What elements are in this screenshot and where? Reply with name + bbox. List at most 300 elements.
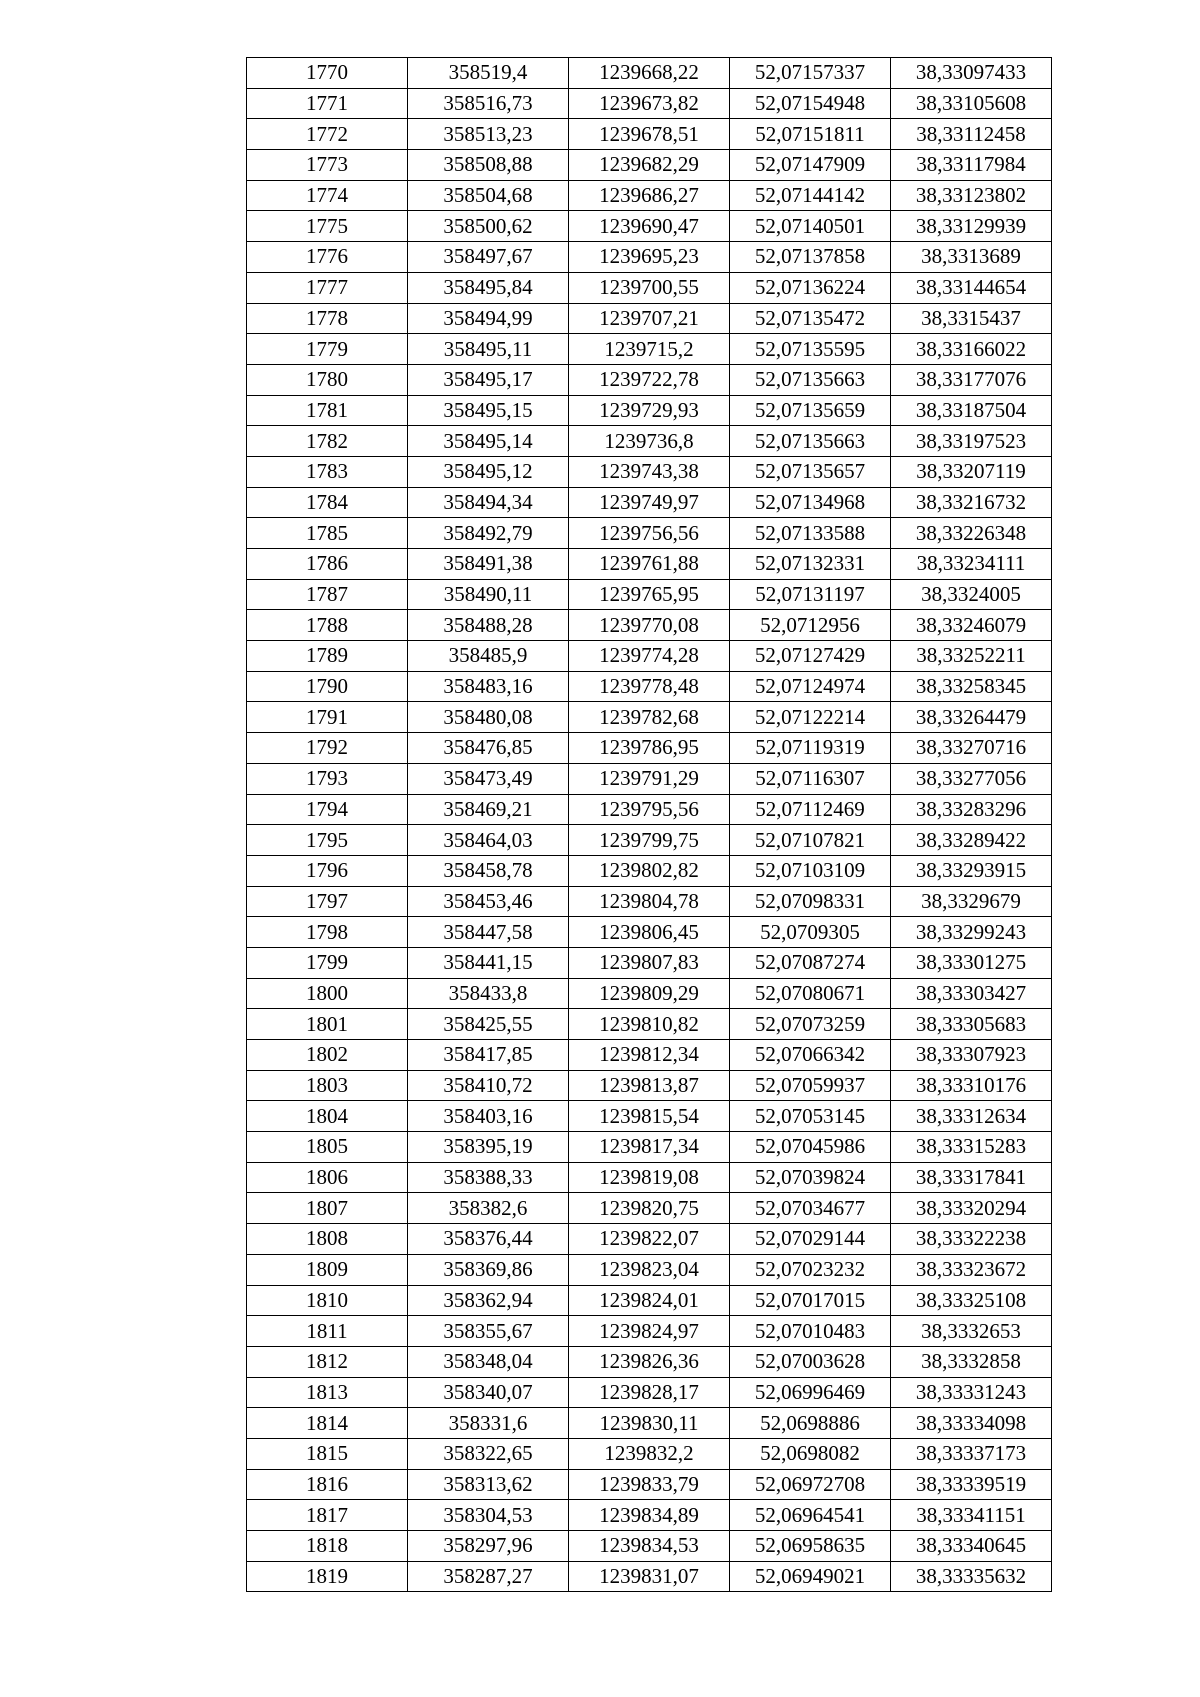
point-number-cell: 1784 (247, 487, 408, 518)
latitude-cell: 52,07147909 (730, 150, 891, 181)
table-row (247, 763, 1052, 794)
y-coordinate-cell: 1239823,04 (569, 1254, 730, 1285)
point-number-cell: 1802 (247, 1040, 408, 1071)
latitude-cell: 52,07144142 (730, 180, 891, 211)
longitude-cell: 38,33315283 (891, 1132, 1052, 1163)
table-row (247, 1254, 1052, 1285)
latitude-cell: 52,06996469 (730, 1377, 891, 1408)
longitude-cell: 38,33320294 (891, 1193, 1052, 1224)
point-number-cell: 1790 (247, 671, 408, 702)
point-number-cell: 1777 (247, 272, 408, 303)
x-coordinate-cell: 358403,16 (408, 1101, 569, 1132)
y-coordinate-cell: 1239743,38 (569, 456, 730, 487)
longitude-cell: 38,3324005 (891, 579, 1052, 610)
point-number-cell: 1774 (247, 180, 408, 211)
x-coordinate-cell: 358490,11 (408, 579, 569, 610)
longitude-cell: 38,33340645 (891, 1531, 1052, 1562)
longitude-cell: 38,33339519 (891, 1469, 1052, 1500)
longitude-cell: 38,33307923 (891, 1040, 1052, 1071)
y-coordinate-cell: 1239782,68 (569, 702, 730, 733)
latitude-cell: 52,07010483 (730, 1316, 891, 1347)
x-coordinate-cell: 358464,03 (408, 825, 569, 856)
latitude-cell: 52,07134968 (730, 487, 891, 518)
latitude-cell: 52,07116307 (730, 763, 891, 794)
longitude-cell: 38,33335632 (891, 1561, 1052, 1592)
x-coordinate-cell: 358410,72 (408, 1070, 569, 1101)
latitude-cell: 52,07137858 (730, 242, 891, 273)
table-row (247, 1009, 1052, 1040)
y-coordinate-cell: 1239810,82 (569, 1009, 730, 1040)
y-coordinate-cell: 1239678,51 (569, 119, 730, 150)
point-number-cell: 1813 (247, 1377, 408, 1408)
latitude-cell: 52,0709305 (730, 917, 891, 948)
latitude-cell: 52,07034677 (730, 1193, 891, 1224)
table-row (247, 58, 1052, 89)
longitude-cell: 38,33166022 (891, 334, 1052, 365)
table-row (247, 364, 1052, 395)
x-coordinate-cell: 358488,28 (408, 610, 569, 641)
table-row (247, 1469, 1052, 1500)
longitude-cell: 38,33270716 (891, 733, 1052, 764)
table-row (247, 1346, 1052, 1377)
y-coordinate-cell: 1239774,28 (569, 641, 730, 672)
point-number-cell: 1797 (247, 886, 408, 917)
x-coordinate-cell: 358495,15 (408, 395, 569, 426)
x-coordinate-cell: 358297,96 (408, 1531, 569, 1562)
point-number-cell: 1818 (247, 1531, 408, 1562)
table-row (247, 1101, 1052, 1132)
y-coordinate-cell: 1239761,88 (569, 549, 730, 580)
latitude-cell: 52,07132331 (730, 549, 891, 580)
x-coordinate-cell: 358469,21 (408, 794, 569, 825)
point-number-cell: 1814 (247, 1408, 408, 1439)
point-number-cell: 1783 (247, 456, 408, 487)
x-coordinate-cell: 358494,34 (408, 487, 569, 518)
table-row (247, 1193, 1052, 1224)
x-coordinate-cell: 358287,27 (408, 1561, 569, 1592)
point-number-cell: 1773 (247, 150, 408, 181)
longitude-cell: 38,33246079 (891, 610, 1052, 641)
longitude-cell: 38,33264479 (891, 702, 1052, 733)
latitude-cell: 52,07059937 (730, 1070, 891, 1101)
longitude-cell: 38,33301275 (891, 947, 1052, 978)
y-coordinate-cell: 1239824,97 (569, 1316, 730, 1347)
y-coordinate-cell: 1239715,2 (569, 334, 730, 365)
point-number-cell: 1786 (247, 549, 408, 580)
y-coordinate-cell: 1239812,34 (569, 1040, 730, 1071)
longitude-cell: 38,33317841 (891, 1162, 1052, 1193)
latitude-cell: 52,06958635 (730, 1531, 891, 1562)
longitude-cell: 38,3315437 (891, 303, 1052, 334)
latitude-cell: 52,0712956 (730, 610, 891, 641)
latitude-cell: 52,07135472 (730, 303, 891, 334)
table-row (247, 88, 1052, 119)
longitude-cell: 38,3313689 (891, 242, 1052, 273)
table-row (247, 119, 1052, 150)
latitude-cell: 52,07133588 (730, 518, 891, 549)
latitude-cell: 52,07045986 (730, 1132, 891, 1163)
x-coordinate-cell: 358313,62 (408, 1469, 569, 1500)
latitude-cell: 52,07136224 (730, 272, 891, 303)
x-coordinate-cell: 358476,85 (408, 733, 569, 764)
x-coordinate-cell: 358453,46 (408, 886, 569, 917)
point-number-cell: 1794 (247, 794, 408, 825)
y-coordinate-cell: 1239700,55 (569, 272, 730, 303)
x-coordinate-cell: 358331,6 (408, 1408, 569, 1439)
longitude-cell: 38,33337173 (891, 1438, 1052, 1469)
coordinates-table-body (247, 58, 1052, 1592)
latitude-cell: 52,07131197 (730, 579, 891, 610)
point-number-cell: 1781 (247, 395, 408, 426)
y-coordinate-cell: 1239707,21 (569, 303, 730, 334)
x-coordinate-cell: 358473,49 (408, 763, 569, 794)
y-coordinate-cell: 1239722,78 (569, 364, 730, 395)
y-coordinate-cell: 1239807,83 (569, 947, 730, 978)
x-coordinate-cell: 358495,12 (408, 456, 569, 487)
latitude-cell: 52,07157337 (730, 58, 891, 89)
point-number-cell: 1807 (247, 1193, 408, 1224)
table-row (247, 1162, 1052, 1193)
point-number-cell: 1775 (247, 211, 408, 242)
table-row (247, 272, 1052, 303)
table-row (247, 242, 1052, 273)
table-row (247, 610, 1052, 641)
y-coordinate-cell: 1239822,07 (569, 1224, 730, 1255)
point-number-cell: 1791 (247, 702, 408, 733)
table-row (247, 794, 1052, 825)
y-coordinate-cell: 1239833,79 (569, 1469, 730, 1500)
y-coordinate-cell: 1239815,54 (569, 1101, 730, 1132)
x-coordinate-cell: 358492,79 (408, 518, 569, 549)
y-coordinate-cell: 1239809,29 (569, 978, 730, 1009)
y-coordinate-cell: 1239806,45 (569, 917, 730, 948)
longitude-cell: 38,33299243 (891, 917, 1052, 948)
x-coordinate-cell: 358425,55 (408, 1009, 569, 1040)
x-coordinate-cell: 358417,85 (408, 1040, 569, 1071)
point-number-cell: 1787 (247, 579, 408, 610)
latitude-cell: 52,07124974 (730, 671, 891, 702)
latitude-cell: 52,07122214 (730, 702, 891, 733)
latitude-cell: 52,0698082 (730, 1438, 891, 1469)
longitude-cell: 38,33322238 (891, 1224, 1052, 1255)
latitude-cell: 52,07135663 (730, 426, 891, 457)
longitude-cell: 38,33305683 (891, 1009, 1052, 1040)
latitude-cell: 52,07135663 (730, 364, 891, 395)
y-coordinate-cell: 1239799,75 (569, 825, 730, 856)
y-coordinate-cell: 1239690,47 (569, 211, 730, 242)
table-row (247, 395, 1052, 426)
latitude-cell: 52,07112469 (730, 794, 891, 825)
point-number-cell: 1800 (247, 978, 408, 1009)
longitude-cell: 38,33097433 (891, 58, 1052, 89)
table-row (247, 641, 1052, 672)
y-coordinate-cell: 1239695,23 (569, 242, 730, 273)
table-row (247, 1132, 1052, 1163)
point-number-cell: 1812 (247, 1346, 408, 1377)
x-coordinate-cell: 358494,99 (408, 303, 569, 334)
longitude-cell: 38,33177076 (891, 364, 1052, 395)
longitude-cell: 38,33234111 (891, 549, 1052, 580)
latitude-cell: 52,07098331 (730, 886, 891, 917)
x-coordinate-cell: 358519,4 (408, 58, 569, 89)
longitude-cell: 38,33310176 (891, 1070, 1052, 1101)
x-coordinate-cell: 358355,67 (408, 1316, 569, 1347)
latitude-cell: 52,07080671 (730, 978, 891, 1009)
longitude-cell: 38,33117984 (891, 150, 1052, 181)
x-coordinate-cell: 358348,04 (408, 1346, 569, 1377)
longitude-cell: 38,33105608 (891, 88, 1052, 119)
x-coordinate-cell: 358504,68 (408, 180, 569, 211)
x-coordinate-cell: 358362,94 (408, 1285, 569, 1316)
point-number-cell: 1771 (247, 88, 408, 119)
longitude-cell: 38,33258345 (891, 671, 1052, 702)
latitude-cell: 52,07066342 (730, 1040, 891, 1071)
x-coordinate-cell: 358433,8 (408, 978, 569, 1009)
longitude-cell: 38,33341151 (891, 1500, 1052, 1531)
longitude-cell: 38,33277056 (891, 763, 1052, 794)
table-row (247, 1408, 1052, 1439)
longitude-cell: 38,33112458 (891, 119, 1052, 150)
latitude-cell: 52,07135659 (730, 395, 891, 426)
x-coordinate-cell: 358483,16 (408, 671, 569, 702)
longitude-cell: 38,33129939 (891, 211, 1052, 242)
table-row (247, 917, 1052, 948)
table-row (247, 1377, 1052, 1408)
latitude-cell: 52,07127429 (730, 641, 891, 672)
table-row (247, 1316, 1052, 1347)
longitude-cell: 38,3332653 (891, 1316, 1052, 1347)
table-row (247, 886, 1052, 917)
point-number-cell: 1816 (247, 1469, 408, 1500)
x-coordinate-cell: 358458,78 (408, 855, 569, 886)
table-row (247, 733, 1052, 764)
latitude-cell: 52,07103109 (730, 855, 891, 886)
table-row (247, 702, 1052, 733)
y-coordinate-cell: 1239813,87 (569, 1070, 730, 1101)
point-number-cell: 1782 (247, 426, 408, 457)
table-row (247, 1438, 1052, 1469)
table-row (247, 671, 1052, 702)
latitude-cell: 52,07140501 (730, 211, 891, 242)
table-row (247, 1224, 1052, 1255)
longitude-cell: 38,3332858 (891, 1346, 1052, 1377)
table-row (247, 855, 1052, 886)
y-coordinate-cell: 1239804,78 (569, 886, 730, 917)
latitude-cell: 52,07087274 (730, 947, 891, 978)
y-coordinate-cell: 1239831,07 (569, 1561, 730, 1592)
y-coordinate-cell: 1239802,82 (569, 855, 730, 886)
y-coordinate-cell: 1239673,82 (569, 88, 730, 119)
point-number-cell: 1805 (247, 1132, 408, 1163)
table-row (247, 180, 1052, 211)
x-coordinate-cell: 358485,9 (408, 641, 569, 672)
longitude-cell: 38,33323672 (891, 1254, 1052, 1285)
point-number-cell: 1803 (247, 1070, 408, 1101)
longitude-cell: 38,33283296 (891, 794, 1052, 825)
latitude-cell: 52,07003628 (730, 1346, 891, 1377)
y-coordinate-cell: 1239820,75 (569, 1193, 730, 1224)
latitude-cell: 52,07029144 (730, 1224, 891, 1255)
point-number-cell: 1776 (247, 242, 408, 273)
longitude-cell: 38,33312634 (891, 1101, 1052, 1132)
y-coordinate-cell: 1239824,01 (569, 1285, 730, 1316)
x-coordinate-cell: 358495,11 (408, 334, 569, 365)
point-number-cell: 1801 (247, 1009, 408, 1040)
point-number-cell: 1770 (247, 58, 408, 89)
x-coordinate-cell: 358513,23 (408, 119, 569, 150)
y-coordinate-cell: 1239749,97 (569, 487, 730, 518)
x-coordinate-cell: 358376,44 (408, 1224, 569, 1255)
x-coordinate-cell: 358369,86 (408, 1254, 569, 1285)
point-number-cell: 1793 (247, 763, 408, 794)
point-number-cell: 1778 (247, 303, 408, 334)
x-coordinate-cell: 358447,58 (408, 917, 569, 948)
x-coordinate-cell: 358441,15 (408, 947, 569, 978)
table-row (247, 303, 1052, 334)
point-number-cell: 1810 (247, 1285, 408, 1316)
x-coordinate-cell: 358495,84 (408, 272, 569, 303)
longitude-cell: 38,3329679 (891, 886, 1052, 917)
table-row (247, 456, 1052, 487)
y-coordinate-cell: 1239786,95 (569, 733, 730, 764)
longitude-cell: 38,33207119 (891, 456, 1052, 487)
y-coordinate-cell: 1239817,34 (569, 1132, 730, 1163)
y-coordinate-cell: 1239686,27 (569, 180, 730, 211)
y-coordinate-cell: 1239736,8 (569, 426, 730, 457)
y-coordinate-cell: 1239765,95 (569, 579, 730, 610)
table-row (247, 487, 1052, 518)
y-coordinate-cell: 1239778,48 (569, 671, 730, 702)
table-row (247, 579, 1052, 610)
latitude-cell: 52,07073259 (730, 1009, 891, 1040)
x-coordinate-cell: 358304,53 (408, 1500, 569, 1531)
latitude-cell: 52,06949021 (730, 1561, 891, 1592)
y-coordinate-cell: 1239834,89 (569, 1500, 730, 1531)
y-coordinate-cell: 1239729,93 (569, 395, 730, 426)
y-coordinate-cell: 1239770,08 (569, 610, 730, 641)
y-coordinate-cell: 1239832,2 (569, 1438, 730, 1469)
x-coordinate-cell: 358495,14 (408, 426, 569, 457)
longitude-cell: 38,33303427 (891, 978, 1052, 1009)
point-number-cell: 1815 (247, 1438, 408, 1469)
point-number-cell: 1788 (247, 610, 408, 641)
table-row (247, 947, 1052, 978)
y-coordinate-cell: 1239791,29 (569, 763, 730, 794)
x-coordinate-cell: 358322,65 (408, 1438, 569, 1469)
latitude-cell: 52,07023232 (730, 1254, 891, 1285)
table-row (247, 549, 1052, 580)
table-row (247, 978, 1052, 1009)
coordinates-table (246, 57, 1052, 1592)
x-coordinate-cell: 358388,33 (408, 1162, 569, 1193)
latitude-cell: 52,07135595 (730, 334, 891, 365)
latitude-cell: 52,07053145 (730, 1101, 891, 1132)
y-coordinate-cell: 1239830,11 (569, 1408, 730, 1439)
table-row (247, 1040, 1052, 1071)
point-number-cell: 1811 (247, 1316, 408, 1347)
table-row (247, 334, 1052, 365)
x-coordinate-cell: 358508,88 (408, 150, 569, 181)
point-number-cell: 1799 (247, 947, 408, 978)
table-row (247, 1500, 1052, 1531)
y-coordinate-cell: 1239756,56 (569, 518, 730, 549)
point-number-cell: 1779 (247, 334, 408, 365)
y-coordinate-cell: 1239826,36 (569, 1346, 730, 1377)
latitude-cell: 52,07151811 (730, 119, 891, 150)
point-number-cell: 1809 (247, 1254, 408, 1285)
latitude-cell: 52,07135657 (730, 456, 891, 487)
latitude-cell: 52,06964541 (730, 1500, 891, 1531)
x-coordinate-cell: 358340,07 (408, 1377, 569, 1408)
y-coordinate-cell: 1239834,53 (569, 1531, 730, 1562)
point-number-cell: 1785 (247, 518, 408, 549)
x-coordinate-cell: 358395,19 (408, 1132, 569, 1163)
longitude-cell: 38,33144654 (891, 272, 1052, 303)
y-coordinate-cell: 1239668,22 (569, 58, 730, 89)
longitude-cell: 38,33325108 (891, 1285, 1052, 1316)
table-row (247, 825, 1052, 856)
point-number-cell: 1808 (247, 1224, 408, 1255)
y-coordinate-cell: 1239682,29 (569, 150, 730, 181)
y-coordinate-cell: 1239828,17 (569, 1377, 730, 1408)
latitude-cell: 52,07154948 (730, 88, 891, 119)
point-number-cell: 1792 (247, 733, 408, 764)
table-row (247, 1070, 1052, 1101)
y-coordinate-cell: 1239819,08 (569, 1162, 730, 1193)
longitude-cell: 38,33187504 (891, 395, 1052, 426)
longitude-cell: 38,33123802 (891, 180, 1052, 211)
x-coordinate-cell: 358500,62 (408, 211, 569, 242)
table-row (247, 1561, 1052, 1592)
x-coordinate-cell: 358491,38 (408, 549, 569, 580)
table-row (247, 150, 1052, 181)
table-row (247, 1531, 1052, 1562)
x-coordinate-cell: 358382,6 (408, 1193, 569, 1224)
x-coordinate-cell: 358516,73 (408, 88, 569, 119)
longitude-cell: 38,33252211 (891, 641, 1052, 672)
x-coordinate-cell: 358495,17 (408, 364, 569, 395)
latitude-cell: 52,06972708 (730, 1469, 891, 1500)
x-coordinate-cell: 358480,08 (408, 702, 569, 733)
point-number-cell: 1780 (247, 364, 408, 395)
latitude-cell: 52,07039824 (730, 1162, 891, 1193)
latitude-cell: 52,07119319 (730, 733, 891, 764)
point-number-cell: 1817 (247, 1500, 408, 1531)
point-number-cell: 1796 (247, 855, 408, 886)
point-number-cell: 1795 (247, 825, 408, 856)
point-number-cell: 1772 (247, 119, 408, 150)
y-coordinate-cell: 1239795,56 (569, 794, 730, 825)
point-number-cell: 1806 (247, 1162, 408, 1193)
table-row (247, 211, 1052, 242)
table-row (247, 1285, 1052, 1316)
longitude-cell: 38,33334098 (891, 1408, 1052, 1439)
table-row (247, 426, 1052, 457)
point-number-cell: 1789 (247, 641, 408, 672)
latitude-cell: 52,07017015 (730, 1285, 891, 1316)
point-number-cell: 1819 (247, 1561, 408, 1592)
latitude-cell: 52,07107821 (730, 825, 891, 856)
longitude-cell: 38,33331243 (891, 1377, 1052, 1408)
point-number-cell: 1798 (247, 917, 408, 948)
point-number-cell: 1804 (247, 1101, 408, 1132)
table-row (247, 518, 1052, 549)
longitude-cell: 38,33216732 (891, 487, 1052, 518)
longitude-cell: 38,33293915 (891, 855, 1052, 886)
latitude-cell: 52,0698886 (730, 1408, 891, 1439)
longitude-cell: 38,33289422 (891, 825, 1052, 856)
x-coordinate-cell: 358497,67 (408, 242, 569, 273)
